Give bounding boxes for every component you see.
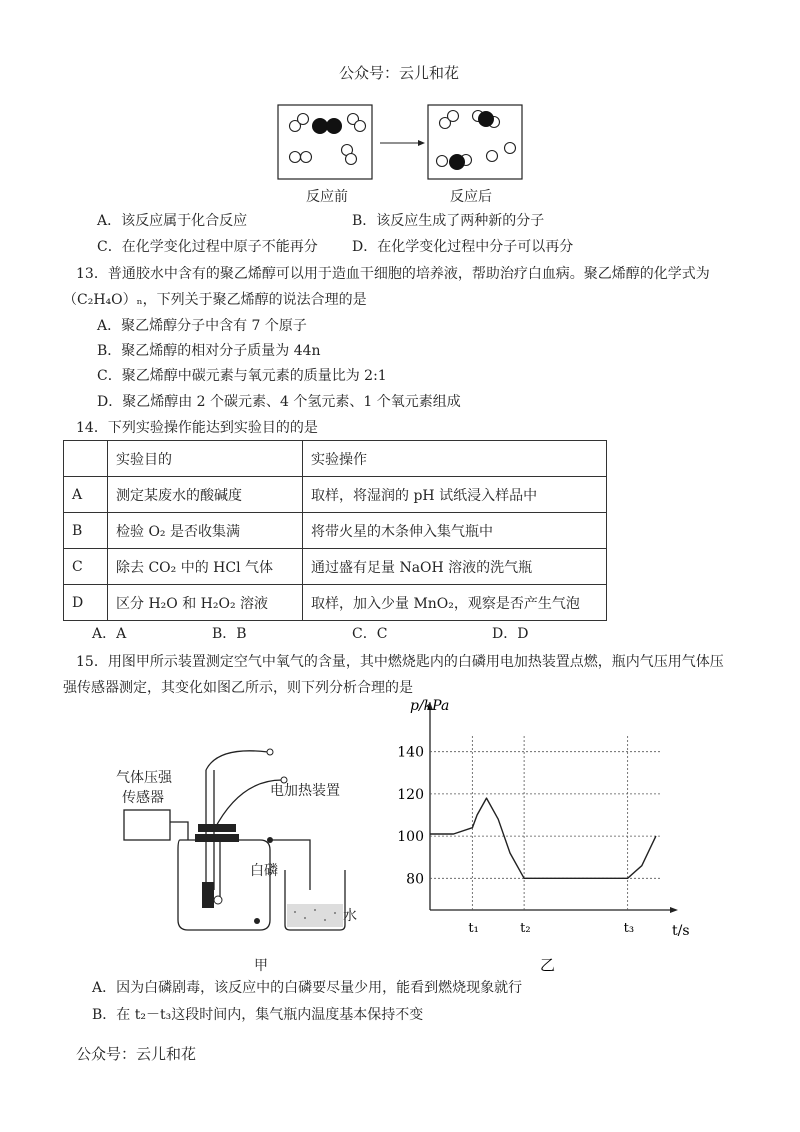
table-cell: B (64, 513, 108, 549)
table-cell: 取样，加入少量 MnO₂，观察是否产生气泡 (303, 585, 607, 621)
q12-option-a: A．该反应属于化合反应 (97, 213, 248, 229)
q13-stem-line2: （C₂H₄O）ₙ，下列关于聚乙烯醇的说法合理的是 (63, 292, 367, 308)
table-cell: C (64, 549, 108, 585)
table-cell: 将带火星的木条伸入集气瓶中 (303, 513, 607, 549)
q13-option-d: D．聚乙烯醇由 2 个碳元素、4 个氢元素、1 个氧元素组成 (97, 394, 461, 410)
y-tick-label: 100 (397, 829, 424, 846)
q13-option-a: A．聚乙烯醇分子中含有 7 个原子 (97, 318, 307, 334)
chart-caption: 乙 (540, 956, 556, 974)
pressure-sensor-box (124, 810, 170, 840)
pressure-chart (380, 695, 700, 985)
label-after: 反应后 (450, 189, 492, 205)
q14-stem: 14．下列实验操作能达到实验目的的是 (76, 420, 318, 436)
q14-option-a: A．A (92, 626, 127, 642)
table-row (64, 549, 607, 585)
table-header-cell: 实验操作 (303, 441, 607, 477)
q15-stem-line2: 强传感器测定，其变化如图乙所示，则下列分析合理的是 (63, 680, 413, 696)
table-header-row (64, 441, 607, 477)
y-tick-label: 120 (397, 786, 424, 803)
table-cell: 测定某废水的酸碱度 (108, 477, 303, 513)
table-cell: 区分 H₂O 和 H₂O₂ 溶液 (108, 585, 303, 621)
q13-stem-line1: 13．普通胶水中含有的聚乙烯醇可以用于造血干细胞的培养液，帮助治疗白血病。聚乙烯醇的化学式为 (76, 266, 710, 282)
sensor-label-1: 气体压强 (116, 770, 172, 786)
label-before: 反应前 (306, 189, 348, 205)
water-label: 水 (343, 908, 357, 924)
x-tick-label: t₂ (520, 921, 531, 936)
q14-option-d: D．D (492, 626, 529, 642)
table-cell: 取样，将湿润的 pH 试纸浸入样品中 (303, 477, 607, 513)
q13-option-b: B．聚乙烯醇的相对分子质量为 44n (97, 343, 321, 359)
pressure-curve (430, 798, 656, 878)
x-tick-label: t₃ (623, 921, 635, 936)
q14-option-c: C．C (352, 626, 388, 642)
q15-option-b: B．在 t₂－t₃这段时间内，集气瓶内温度基本保持不变 (92, 1007, 424, 1023)
q12-option-c: C．在化学变化过程中原子不能再分 (97, 239, 318, 255)
footer-watermark: 公众号：云儿和花 (76, 1045, 197, 1063)
table-cell: 检验 O₂ 是否收集满 (108, 513, 303, 549)
y-tick-label: 80 (406, 871, 424, 888)
q12-option-d: D．在化学变化过程中分子可以再分 (352, 239, 574, 255)
table-row (64, 513, 607, 549)
apparatus-caption: 甲 (254, 958, 268, 974)
y-tick-label: 140 (397, 744, 424, 761)
q15-option-a: A．因为白磷剧毒，该反应中的白磷要尽量少用，能看到燃烧现象就行 (92, 980, 523, 996)
gas-collection-bottle (178, 840, 270, 930)
table-row (64, 585, 607, 621)
sensor-label-2: 传感器 (122, 790, 164, 806)
q15-stem-line1: 15．用图甲所示装置测定空气中氧气的含量，其中燃烧匙内的白磷用电加热装置点燃，瓶内气压用气体压 (76, 654, 724, 670)
x-tick-label: t₁ (468, 921, 479, 936)
heater-label: 电加热装置 (270, 783, 340, 799)
table-header-cell: 实验目的 (108, 441, 303, 477)
table-cell: A (64, 477, 108, 513)
table-header-cell (64, 441, 108, 477)
table-cell: D (64, 585, 108, 621)
x-axis-label: t/s (672, 923, 690, 939)
table-cell: 通过盛有足量 NaOH 溶液的洗气瓶 (303, 549, 607, 585)
q14-option-b: B．B (212, 626, 247, 642)
phosphorus-label: 白磷 (250, 863, 278, 879)
q12-option-b: B．该反应生成了两种新的分子 (352, 213, 545, 229)
q13-option-c: C．聚乙烯醇中碳元素与氧元素的质量比为 2:1 (97, 368, 387, 384)
table-cell: 除去 CO₂ 中的 HCl 气体 (108, 549, 303, 585)
y-axis-label: p/kPa (410, 698, 450, 714)
experiment-table (63, 440, 607, 621)
header-watermark: 公众号：云儿和花 (339, 64, 460, 82)
table-row (64, 477, 607, 513)
x-axis-arrow (670, 907, 678, 913)
